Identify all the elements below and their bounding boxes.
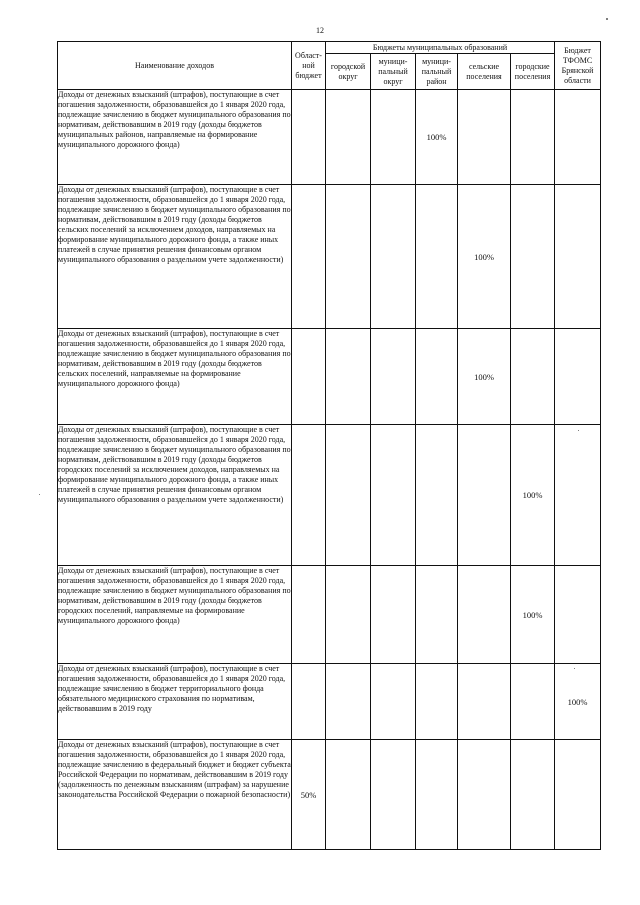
income-description: Доходы от денежных взысканий (штрафов), поступающие в счет погашения задолженности, образовавшейся до 1 января 2020 года, подлежащие зачислению в бюджет муниципального образования по нормативам, действовавшим в 2019 году (доходы бюджетов муниципальных районов, направляемые на формирование муниципального дорожного фонда) [58,90,292,185]
urban-share [511,329,555,425]
municipal-okrug-share [371,90,416,185]
header-municipal-okrug: муници-пальный округ [371,54,416,90]
regional-share [292,566,326,664]
city-district-share [326,90,371,185]
municipal-raion-share: 100% [416,90,458,185]
tfoms-share [555,425,601,566]
tfoms-share [555,90,601,185]
urban-share [511,185,555,329]
tfoms-share [555,185,601,329]
tfoms-share [555,740,601,850]
city-district-share [326,664,371,740]
municipal-raion-share [416,664,458,740]
urban-share [511,664,555,740]
rural-share: 100% [458,185,511,329]
urban-share [511,740,555,850]
tfoms-share: 100% [555,664,601,740]
table-row [58,90,601,185]
table-row [58,740,601,850]
page-number: 12 [316,26,324,35]
header-tfoms-budget: Бюджет ТФОМС Брянской области [555,42,601,90]
income-description: Доходы от денежных взысканий (штрафов), поступающие в счет погашения задолженности, образовавшейся до 1 января 2020 года, подлежащие зачислению в бюджет территориального фонда обязательного медицинского страхования по нормативам, действовавшим в 2019 году [58,664,292,740]
municipal-raion-share [416,185,458,329]
city-district-share [326,740,371,850]
municipal-okrug-share [371,329,416,425]
income-distribution-table [57,41,601,850]
header-city-district: городской округ [326,54,371,90]
municipal-okrug-share [371,566,416,664]
scan-speck [39,494,40,495]
table-row [58,664,601,740]
municipal-okrug-share [371,185,416,329]
municipal-raion-share [416,425,458,566]
rural-share [458,90,511,185]
income-description: Доходы от денежных взысканий (штрафов), поступающие в счет погашения задолженности, образовавшейся до 1 января 2020 года, подлежащие зачислению в бюджет муниципального образования по нормативам, действовавшим в 2019 году (доходы бюджетов сельских поселений за исключением доходов, направляемых на формирование муниципального дорожного фонда, а также иных платежей в случае принятия решения финансовым органом муниципального образования о раздельном учете задолженности) [58,185,292,329]
city-district-share [326,425,371,566]
urban-share: 100% [511,566,555,664]
scan-speck [606,18,608,20]
regional-share [292,329,326,425]
rural-share [458,664,511,740]
municipal-okrug-share [371,425,416,566]
city-district-share [326,185,371,329]
regional-share [292,425,326,566]
header-regional-budget: Област-ной бюджет [292,42,326,90]
municipal-raion-share [416,740,458,850]
regional-share: 50% [292,740,326,850]
tfoms-share [555,329,601,425]
rural-share [458,740,511,850]
header-municipal-budgets: Бюджеты муниципальных образований [326,42,555,54]
rural-share [458,566,511,664]
city-district-share [326,566,371,664]
table-row [58,425,601,566]
income-description: Доходы от денежных взысканий (штрафов), поступающие в счет погашения задолженности, образовавшейся до 1 января 2020 года, подлежащие зачислению в федеральный бюджет и бюджет субъекта Российской Федерации по нормативам, действовавшим в 2019 году (задолженность по денежным взысканиям (штрафам) за нарушение законодательства Российской Федерации о пожарной безопасности) [58,740,292,850]
table-row [58,329,601,425]
scan-speck [574,668,575,669]
header-rural-settlements: сельские поселения [458,54,511,90]
city-district-share [326,329,371,425]
table-row [58,185,601,329]
table-row [58,566,601,664]
income-description: Доходы от денежных взысканий (штрафов), поступающие в счет погашения задолженности, образовавшейся до 1 января 2020 года, подлежащие зачислению в бюджет муниципального образования по нормативам, действовавшим в 2019 году (доходы бюджетов городских поселений, направляемые на формирование муниципального дорожного фонда) [58,566,292,664]
income-description: Доходы от денежных взысканий (штрафов), поступающие в счет погашения задолженности, образовавшейся до 1 января 2020 года, подлежащие зачислению в бюджет муниципального образования по нормативам, действовавшим в 2019 году (доходы бюджетов городских поселений за исключением доходов, направляемых на формирование муниципального дорожного фонда, а также иных платежей в случае принятия решения финансовым органом муниципального образования о раздельном учете задолженности) [58,425,292,566]
regional-share [292,664,326,740]
municipal-raion-share [416,566,458,664]
header-income-name: Наименование доходов [58,42,292,90]
regional-share [292,185,326,329]
rural-share [458,425,511,566]
regional-share [292,90,326,185]
header-municipal-raion: муници-пальный район [416,54,458,90]
urban-share: 100% [511,425,555,566]
municipal-okrug-share [371,664,416,740]
urban-share [511,90,555,185]
rural-share: 100% [458,329,511,425]
header-urban-settlements: городские поселения [511,54,555,90]
scan-speck [578,430,579,431]
income-description: Доходы от денежных взысканий (штрафов), поступающие в счет погашения задолженности, образовавшейся до 1 января 2020 года, подлежащие зачислению в бюджет муниципального образования по нормативам, действовавшим в 2019 году (доходы бюджетов сельских поселений, направляемые на формирование муниципального дорожного фонда) [58,329,292,425]
municipal-okrug-share [371,740,416,850]
tfoms-share [555,566,601,664]
municipal-raion-share [416,329,458,425]
